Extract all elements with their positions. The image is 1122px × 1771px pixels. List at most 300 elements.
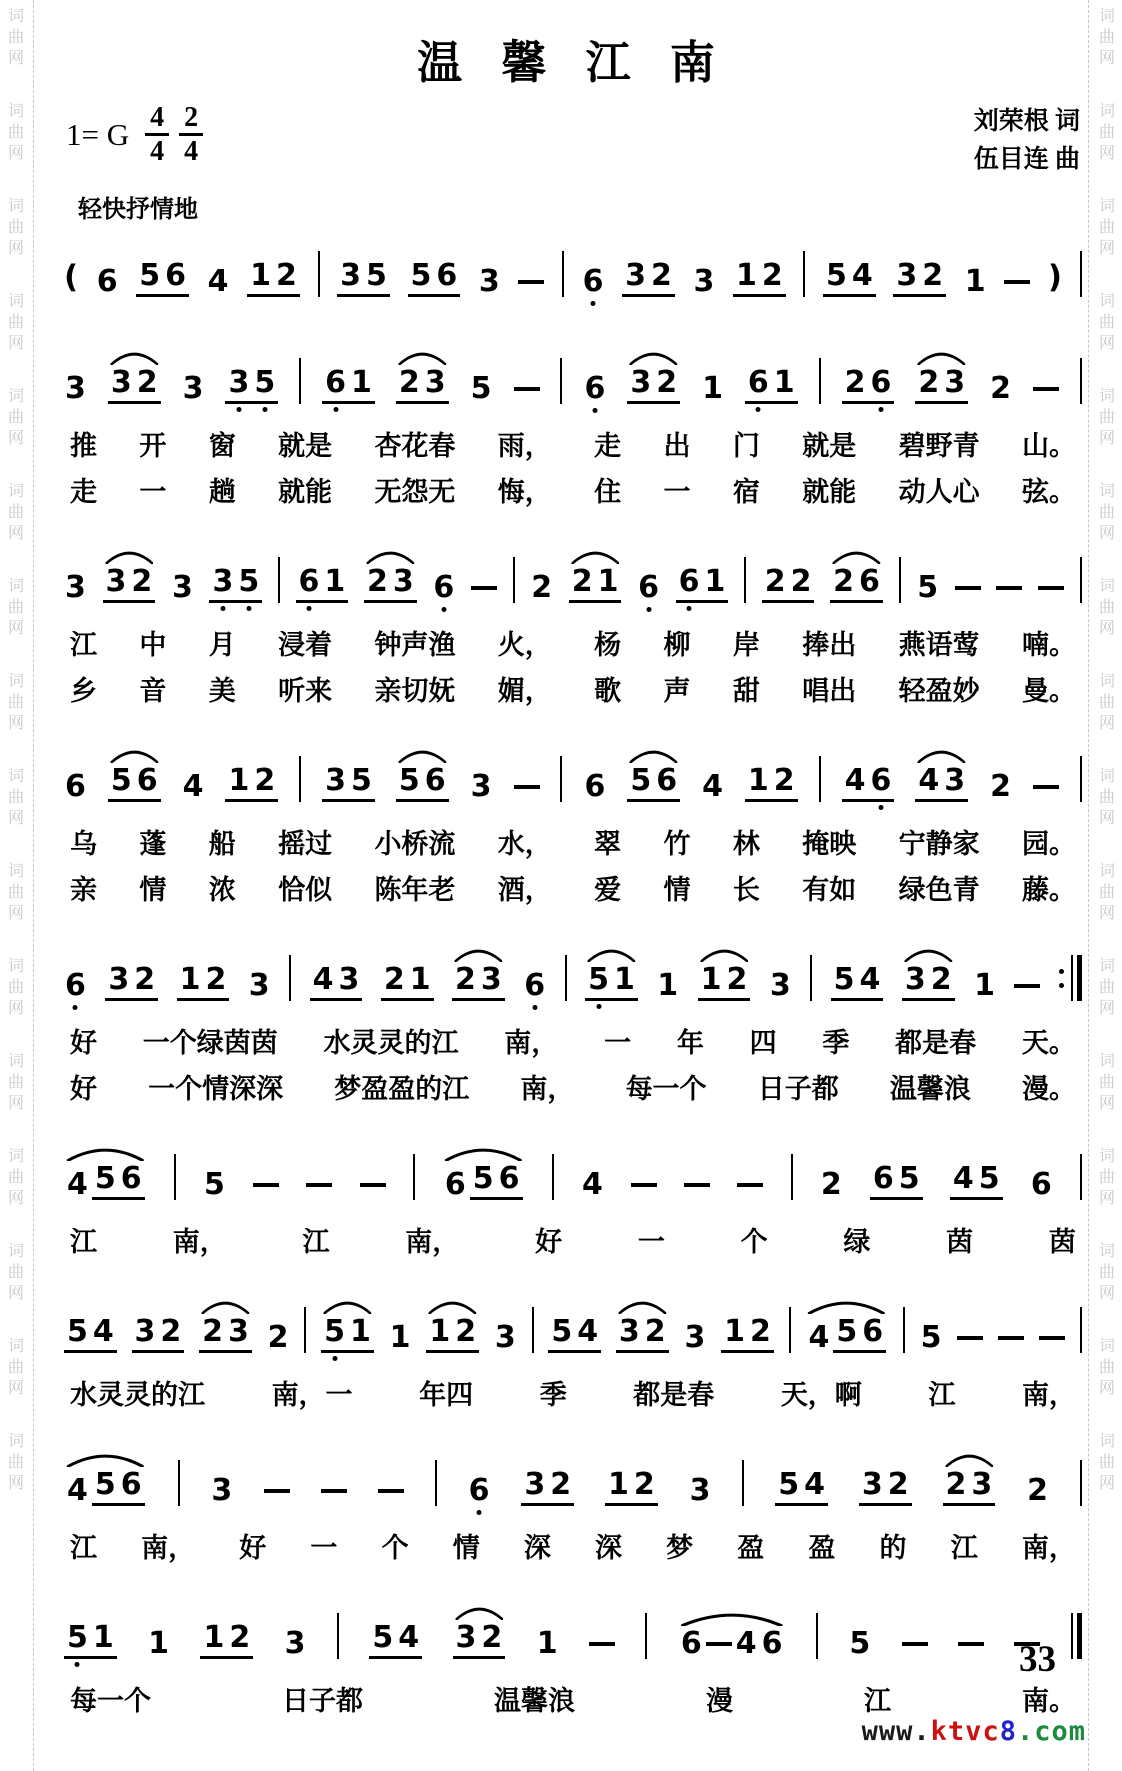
octave-dot-low <box>236 407 241 412</box>
lyric-chunk: 开 <box>139 431 167 461</box>
note-digit: 2 <box>229 1620 251 1655</box>
lyric-chunk: 走 <box>594 431 622 461</box>
note-digit: 6 <box>870 766 893 796</box>
site-part: www. <box>861 1716 931 1747</box>
note-digit: 1 <box>773 365 795 400</box>
dash-note <box>958 1642 984 1646</box>
lyric-chunk: 曼。 <box>1021 676 1076 706</box>
key-and-time <box>64 103 203 167</box>
lyric-chunk: 恰似 <box>278 875 333 905</box>
note-digit: 3 <box>944 763 966 798</box>
note-group <box>859 1467 912 1506</box>
note-digit: 2 <box>383 962 405 997</box>
lyric-chunk: 摇过 <box>278 829 333 859</box>
barline <box>1080 756 1082 802</box>
lyric-chunk: 都是春 <box>895 1028 977 1058</box>
note-digit: 1 <box>92 1620 114 1655</box>
note-group <box>842 763 895 802</box>
note-group <box>762 564 815 603</box>
note-digit: 5 <box>323 1317 346 1347</box>
notation-row <box>64 1588 1082 1672</box>
watermark-char: 词 <box>1098 293 1115 310</box>
note-group <box>842 365 895 404</box>
lyric-chunk: 就能 <box>802 477 857 507</box>
meta-row <box>64 103 1082 179</box>
note-digit: 6 <box>468 1476 491 1506</box>
dash-note <box>684 1183 710 1187</box>
composer-credit: 伍目连 曲 <box>973 146 1080 173</box>
lyric-chunk: 翠 <box>594 829 622 859</box>
lyric-chunk: 深 <box>594 1533 622 1563</box>
note-digit: 2 <box>455 1314 477 1349</box>
note-digit: 4 <box>952 1161 974 1196</box>
lyric-chunk: 一 <box>663 477 691 507</box>
dash-note <box>998 1336 1024 1340</box>
watermark-char: 词 <box>1098 103 1115 120</box>
notation-row <box>64 930 1082 1014</box>
note-digit: 5 <box>849 1626 871 1661</box>
note-digit: 6 <box>583 374 606 404</box>
slur-arc <box>444 1146 523 1161</box>
dash-note <box>737 1183 763 1187</box>
note-digit: 3 <box>171 570 193 605</box>
octave-dot-low <box>592 408 597 413</box>
watermark-char: 词 <box>7 673 24 690</box>
lyric-chunk: 竹 <box>663 829 691 859</box>
watermark-char: 网 <box>1098 50 1115 67</box>
watermark-char: 词 <box>1098 1148 1115 1165</box>
octave-dot-low <box>878 407 883 412</box>
note-digit: 1 <box>702 371 723 406</box>
watermark-char: 网 <box>7 810 24 827</box>
note-digit: 6 <box>862 1314 884 1349</box>
watermark-char: 曲 <box>7 979 24 996</box>
note-digit: 1 <box>724 1314 745 1349</box>
note-digit: 3 <box>689 1473 711 1508</box>
octave-dot-low <box>646 607 651 612</box>
lyric-chunk: 一个情深深 <box>148 1074 284 1104</box>
watermark-char: 曲 <box>7 1264 24 1281</box>
lyric-chunk: 长 <box>732 875 760 905</box>
lyric-chunk: 雨， <box>497 431 552 461</box>
note-digit: 3 <box>110 365 132 400</box>
note-group <box>442 1161 525 1202</box>
watermark-char: 网 <box>1098 1095 1115 1112</box>
notation-system-coda-line-3 <box>64 1435 1082 1565</box>
note-group <box>364 564 417 603</box>
note-group <box>199 1314 252 1353</box>
note-digit: 6 <box>324 368 347 398</box>
note-digit: 5 <box>472 1161 494 1196</box>
note-digit: 5 <box>587 965 610 995</box>
note-digit: 1 <box>389 1320 411 1355</box>
notation-system-coda-line-4 <box>64 1588 1082 1718</box>
note-digit: 2 <box>366 564 388 599</box>
slur-arc <box>366 549 415 564</box>
note-group <box>833 1314 886 1353</box>
note-digit: 3 <box>524 1467 546 1502</box>
watermark-char: 网 <box>1098 905 1115 922</box>
barline-thick <box>1077 955 1082 1001</box>
octave-dot-low <box>75 1662 80 1667</box>
lyric-chunk: 好 <box>535 1227 563 1257</box>
lyric-chunk: 碧野青 <box>898 431 980 461</box>
octave-dot-low <box>756 407 761 412</box>
note-group <box>136 258 189 297</box>
note-group <box>369 1620 422 1659</box>
lyric-chunk: 趟 <box>208 477 236 507</box>
barline <box>899 557 901 603</box>
note-digit: 6 <box>120 1161 142 1196</box>
note-group <box>453 1620 506 1659</box>
slur-arc <box>587 947 636 962</box>
note-digit: 5 <box>978 1161 1000 1196</box>
lyric-chunk: 一 <box>139 477 167 507</box>
barline <box>819 358 821 404</box>
note-digit: 3 <box>625 258 647 293</box>
dash-note <box>321 1489 347 1493</box>
note-digit: 4 <box>844 763 866 798</box>
note-digit: 5 <box>253 368 276 398</box>
barline <box>903 1307 905 1353</box>
barline <box>337 1613 339 1659</box>
lyric-chunk: 窗 <box>208 431 236 461</box>
note-group <box>225 365 278 404</box>
note-digit: 2 <box>481 1620 503 1655</box>
slur-arc <box>700 947 749 962</box>
watermark-char: 词 <box>7 1148 24 1165</box>
barline <box>810 955 812 1001</box>
note-digit: 6 <box>432 573 455 603</box>
barline <box>532 1307 534 1353</box>
lyric-chunk: 动人心 <box>898 477 980 507</box>
lyric-chunk: 江 <box>302 1227 330 1257</box>
note-digit: 1 <box>351 365 372 400</box>
slur-arc <box>807 1299 886 1314</box>
watermark-char: 曲 <box>1098 1169 1115 1186</box>
note-group <box>678 1626 786 1661</box>
lyrics-row <box>64 822 1082 861</box>
time-signature-denominator: 4 <box>150 136 165 168</box>
lyric-chunk: 门 <box>732 431 760 461</box>
octave-dot-low <box>878 805 883 810</box>
note-digit: 2 <box>134 962 156 997</box>
watermark-char: 曲 <box>1098 504 1115 521</box>
note-digit: 2 <box>990 769 1011 804</box>
lyric-chunk: 中 <box>139 630 167 660</box>
watermark-char: 词 <box>7 8 24 25</box>
note-group <box>64 1314 117 1353</box>
note-digit: 2 <box>844 365 866 400</box>
lyric-chunk: 茵 <box>1048 1227 1076 1257</box>
lyric-chunk: 情 <box>663 875 691 905</box>
note-digit: 6 <box>523 971 546 1001</box>
lyric-chunk: 季 <box>822 1028 850 1058</box>
notation-system-intro <box>64 226 1082 310</box>
dash-note <box>471 586 497 590</box>
slur-arc <box>398 748 447 763</box>
note-digit: 6 <box>872 1161 894 1196</box>
dash-note <box>253 1183 279 1187</box>
dash-note <box>264 1489 290 1493</box>
lyric-chunk: 岸 <box>732 630 760 660</box>
time-signature-denominator: 4 <box>184 136 199 168</box>
barline <box>565 955 567 1001</box>
note-digit: 3 <box>455 1620 477 1655</box>
lyric-chunk: 浸着 <box>278 630 333 660</box>
final-barline <box>1071 1613 1082 1659</box>
notation-score <box>64 226 1082 1718</box>
lyric-chunk: 温馨浪 <box>889 1074 971 1104</box>
lyric-chunk: 媚， <box>497 676 552 706</box>
dash-note <box>1014 984 1040 988</box>
note-group <box>548 1314 601 1353</box>
repeat-dots <box>1059 969 1064 988</box>
watermark-char: 网 <box>7 1190 24 1207</box>
note-group <box>733 258 786 297</box>
lyric-chunk: 钟声渔 <box>374 630 456 660</box>
slur-arc <box>455 1605 504 1620</box>
note-digit: 1 <box>747 763 769 798</box>
note-digit: 2 <box>160 1314 182 1349</box>
slur-arc <box>66 1452 145 1467</box>
note-group <box>396 365 449 404</box>
lyric-chunk: 宿 <box>732 477 760 507</box>
octave-dot-low <box>220 606 225 611</box>
note-digit: 1 <box>700 962 722 997</box>
barline <box>435 1460 437 1506</box>
note-digit: 5 <box>410 258 432 293</box>
lyrics-row <box>64 1526 1082 1565</box>
note-digit: 1 <box>429 1314 451 1349</box>
watermark-char: 网 <box>7 715 24 732</box>
lyric-chunk: 好 <box>70 1074 97 1104</box>
notation-system-verse-line-3 <box>64 731 1082 907</box>
note-digit: 5 <box>67 1314 88 1349</box>
note-digit: 2 <box>455 962 476 997</box>
lyric-chunk: 浓 <box>208 875 236 905</box>
lyric-chunk: 南， <box>1021 1533 1076 1563</box>
note-digit: 5 <box>66 1623 89 1653</box>
note-digit: 2 <box>131 564 153 599</box>
octave-dot-low <box>596 1004 601 1009</box>
lyric-chunk: 弦。 <box>1021 477 1076 507</box>
lyric-chunk: 推 <box>70 431 97 461</box>
watermark-char: 网 <box>1098 620 1115 637</box>
note-digit: 6 <box>165 258 187 293</box>
note-digit: 1 <box>597 564 619 599</box>
octave-dot-low <box>687 606 692 611</box>
lyric-chunk: 年 <box>676 1028 704 1058</box>
slur-arc <box>917 748 966 763</box>
dash-note <box>955 586 981 590</box>
note-group <box>870 1161 923 1200</box>
lyric-chunk: 好 <box>239 1533 267 1563</box>
lyric-chunk: 天，啊 <box>780 1380 862 1410</box>
lyric-chunk: 天。 <box>1021 1028 1076 1058</box>
note-digit: 2 <box>633 1467 655 1502</box>
lyric-chunk: 月 <box>208 630 236 660</box>
barline <box>816 1613 818 1659</box>
site-part: .com <box>1016 1716 1086 1747</box>
repeat-dot <box>1059 983 1064 988</box>
note-digit: 1 <box>179 962 201 997</box>
barline <box>1080 1154 1082 1200</box>
watermark-char: 词 <box>1098 1243 1115 1260</box>
note-group <box>915 763 968 802</box>
lyric-chunk: 唱出 <box>802 676 857 706</box>
lyric-chunk: 陈年老 <box>374 875 456 905</box>
lyric-chunk: 爱 <box>594 875 622 905</box>
note-digit: 5 <box>94 1467 116 1502</box>
note-digit: 3 <box>108 962 130 997</box>
note-group <box>337 258 390 297</box>
lyric-chunk: 甜 <box>732 676 760 706</box>
lyric-chunk: 绿色青 <box>898 875 980 905</box>
note-digit: 3 <box>340 258 362 293</box>
time-signature-numerator: 4 <box>150 102 165 133</box>
site-watermark <box>862 1716 1086 1747</box>
watermark-char: 曲 <box>1098 29 1115 46</box>
notation-system-coda-line-2 <box>64 1282 1082 1412</box>
watermark-char: 词 <box>7 483 24 500</box>
note-digit: 6 <box>761 1626 783 1661</box>
note-digit: 4 <box>702 769 723 804</box>
key-signature: 1= G <box>66 116 130 152</box>
note-group <box>902 962 955 1001</box>
note-group <box>627 365 680 404</box>
note-digit: 5 <box>398 763 420 798</box>
note-digit: 3 <box>392 564 414 599</box>
note-digit: 3 <box>944 365 966 400</box>
note-group <box>775 1467 828 1506</box>
lyric-chunk: 就是 <box>278 431 333 461</box>
repeat-dot <box>1059 969 1064 974</box>
lyric-chunk: 南， <box>1021 1380 1076 1410</box>
watermark-char: 词 <box>1098 198 1115 215</box>
barline <box>178 1460 180 1506</box>
barline <box>1080 251 1082 297</box>
note-digit: 1 <box>349 1314 371 1349</box>
dash-note <box>1033 785 1059 789</box>
note-group <box>396 763 449 802</box>
lyric-chunk: 每一个 <box>625 1074 707 1104</box>
note-digit: 5 <box>366 258 387 293</box>
note-digit: 5 <box>917 570 939 605</box>
watermark-char: 曲 <box>7 1359 24 1376</box>
notation-system-coda-line-1 <box>64 1129 1082 1259</box>
note-digit: 4 <box>804 1467 825 1502</box>
slur-arc <box>398 350 447 365</box>
notation-system-verse-line-2 <box>64 532 1082 708</box>
lyric-chunk: 燕语莺 <box>898 630 980 660</box>
watermark-char: 词 <box>1098 768 1115 785</box>
lyric-chunk: 情 <box>452 1533 480 1563</box>
notation-row <box>64 1435 1082 1519</box>
watermark-char: 曲 <box>7 1169 24 1186</box>
slur-arc <box>917 350 966 365</box>
lyric-chunk: 每一个 <box>70 1686 151 1716</box>
note-digit: 3 <box>65 371 86 406</box>
watermark-char: 网 <box>7 50 24 67</box>
lyric-chunk: 好 <box>70 1028 97 1058</box>
page-number: 33 <box>1019 1639 1056 1680</box>
note-digit: 6 <box>1030 1167 1052 1202</box>
lyric-chunk: 有如 <box>802 875 857 905</box>
note-digit: 1 <box>536 1626 558 1661</box>
lyric-chunk: 南， <box>520 1074 575 1104</box>
note-group <box>381 962 434 1001</box>
note-group <box>64 1620 117 1659</box>
notation-row <box>64 1282 1082 1366</box>
barline <box>299 358 301 404</box>
octave-dot-low <box>262 407 267 412</box>
lyric-chunk: 轻盈妙 <box>898 676 980 706</box>
dash-note <box>957 1336 983 1340</box>
note-digit: 4 <box>312 962 334 997</box>
note-digit: 4 <box>918 763 940 798</box>
watermark-char: 词 <box>1098 388 1115 405</box>
note-digit: 6 <box>64 971 87 1001</box>
octave-dot-low <box>532 1005 537 1010</box>
barline <box>803 251 805 297</box>
note-group <box>698 962 751 1001</box>
lyric-chunk: 柳 <box>663 630 691 660</box>
barline-thin <box>1071 1613 1073 1659</box>
note-digit: 4 <box>67 1167 88 1202</box>
slur-arc <box>110 350 159 365</box>
watermark-char: 曲 <box>1098 789 1115 806</box>
watermark-char: 网 <box>7 430 24 447</box>
lyric-chunk: 茵 <box>946 1227 974 1257</box>
lyric-chunk: 掩映 <box>802 829 857 859</box>
note-digit: 5 <box>94 1161 116 1196</box>
note-digit: 1 <box>704 564 726 599</box>
watermark-char: 网 <box>7 1000 24 1017</box>
barline <box>742 1460 744 1506</box>
lyric-chunk: 江 <box>70 630 97 660</box>
lyric-chunk: 深 <box>523 1533 551 1563</box>
lyric-chunk: 酒， <box>497 875 552 905</box>
lyric-chunk: 住 <box>594 477 622 507</box>
note-group <box>943 1467 996 1506</box>
note-digit: 1 <box>657 968 679 1003</box>
note-group <box>721 1314 774 1353</box>
lyric-chunk: 水灵灵的江 <box>70 1380 205 1410</box>
lyrics-row <box>64 470 1082 509</box>
note-digit: 1 <box>203 1620 225 1655</box>
watermark-char: 曲 <box>7 884 24 901</box>
note-digit: 3 <box>227 368 250 398</box>
note-digit: 2 <box>571 564 593 599</box>
barline <box>1080 358 1082 404</box>
barline <box>789 1307 791 1353</box>
watermark-char: 曲 <box>1098 599 1115 616</box>
note-digit: 2 <box>749 1314 771 1349</box>
note-group <box>177 962 230 1001</box>
lyric-chunk: 林 <box>732 829 760 859</box>
watermark-char: 词 <box>7 768 24 785</box>
note-digit: 2 <box>820 1167 842 1202</box>
note-digit: 5 <box>551 1314 573 1349</box>
note-group <box>627 763 680 802</box>
lyric-chunk: 亲切妩 <box>374 676 456 706</box>
lyrics-row <box>64 1067 1082 1106</box>
dash-note <box>306 1183 332 1187</box>
lyric-chunk: 捧出 <box>802 630 857 660</box>
note-digit: 4 <box>577 1314 599 1349</box>
barline-thick <box>1077 1613 1082 1659</box>
